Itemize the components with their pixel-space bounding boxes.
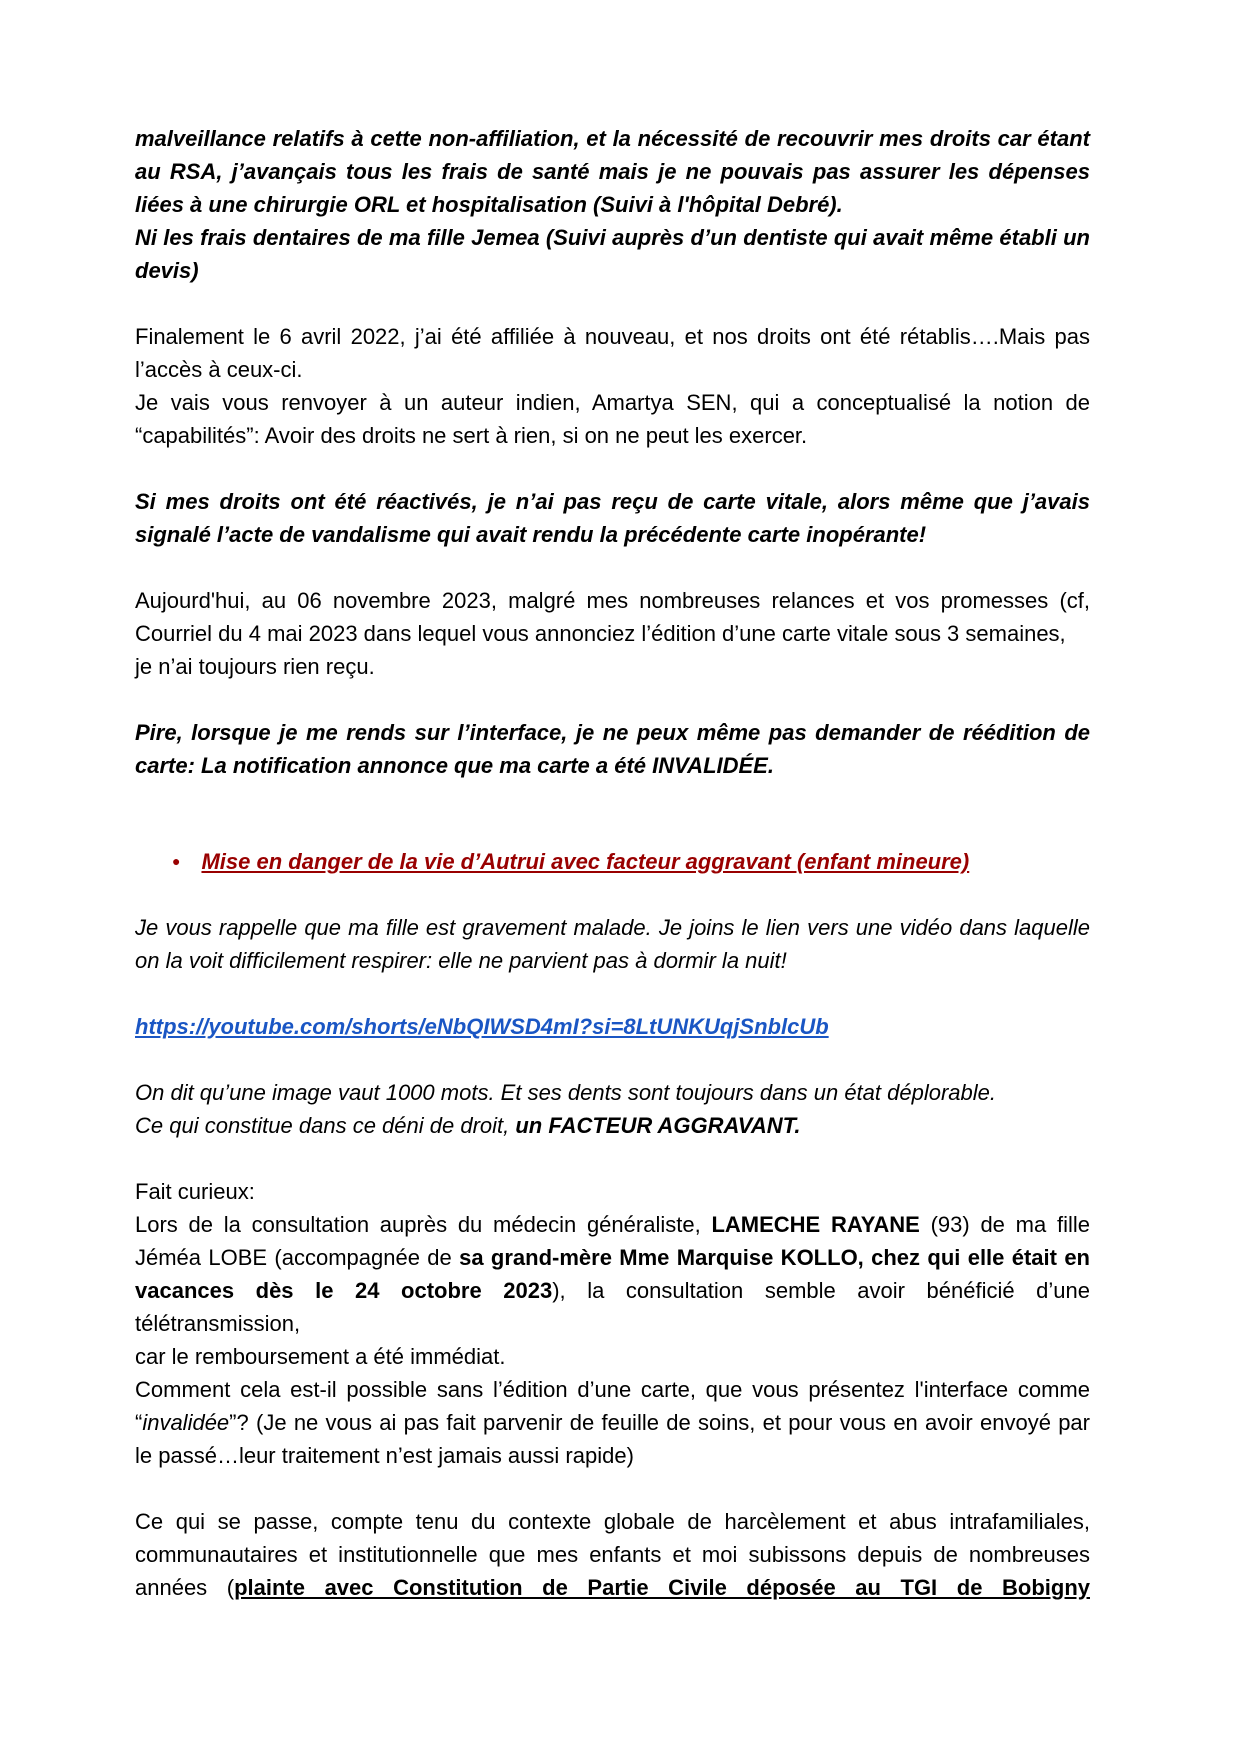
youtube-link[interactable]: https://youtube.com/shorts/eNbQIWSD4mI?si=8LtUNKUqjSnblcUb xyxy=(135,1014,829,1039)
paragraph-fille-malade: Je vous rappelle que ma fille est gravement malade. Je joins le lien vers une vidéo dans laquelle on la voit difficilement respirer: elle ne parvient pas à dormir la nuit! xyxy=(135,915,1090,973)
paragraph-malveillance: malveillance relatifs à cette non-affiliation, et la nécessité de recouvrir mes droits car étant au RSA, j’avançais tous les frais de santé mais je ne pouvais pas assurer les dépenses liées à une chirurgie ORL et hospitalisation (Suivi à l'hôpital Debré). Ni les frais dentaires de ma fille Jemea (Suivi auprès d’un dentiste qui avait même établi un devis) xyxy=(135,126,1090,283)
section-heading-mise-en-danger: Mise en danger de la vie d’Autrui avec facteur aggravant (enfant mineure) xyxy=(201,849,970,874)
paragraph-carte-invalidee: Pire, lorsque je me rends sur l’interface, je ne peux même pas demander de réédition de carte: La notification annonce que ma carte a été INVALIDÉE. xyxy=(135,720,1090,778)
paragraph-image-1000-mots: On dit qu’une image vaut 1000 mots. Et ses dents sont toujours dans un état déplorable. Ce qui constitue dans ce déni de droit, un FACTEUR AGGRAVANT. xyxy=(135,1080,996,1138)
paragraph-droits-reactives: Si mes droits ont été réactivés, je n’ai pas reçu de carte vitale, alors même que j’avais signalé l’acte de vandalisme qui avait rendu la précédente carte inopérante! xyxy=(135,489,1090,547)
paragraph-relances: Aujourd'hui, au 06 novembre 2023, malgré mes nombreuses relances et vos promesses (cf, Courriel du 4 mai 2023 dans lequel vous annonciez l’édition d’une carte vitale sous 3 semaines, je n’ai toujours rien reçu. xyxy=(135,588,1090,679)
bullet-icon: ● xyxy=(172,853,181,869)
paragraph-video-link xyxy=(135,1010,1090,1043)
paragraph-fait-curieux: Fait curieux: Lors de la consultation auprès du médecin généraliste, LAMECHE RAYANE (93) de ma fille Jéméa LOBE (accompagnée de sa grand-mère Mme Marquise KOLLO, chez qui elle était en vacances dès le 24 octobre 2023), la consultation semble avoir bénéficié d’une télétransmission, car le remboursement a été immédiat. Comment cela est-il possible sans l’édition d’une carte, que vous présentez l'interface comme “invalidée”? (Je ne vous ai pas fait parvenir de feuille de soins, et pour vous en avoir envoyé par le passé…leur traitement n’est jamais aussi rapide) xyxy=(135,1179,1090,1468)
paragraph-affiliation-retablie: Finalement le 6 avril 2022, j’ai été affiliée à nouveau, et nos droits ont été rétablis….Mais pas l’accès à ceux-ci. Je vais vous renvoyer à un auteur indien, Amartya SEN, qui a conceptualisé la notion de “capabilités”: Avoir des droits ne sert à rien, si on ne peut les exercer. xyxy=(135,324,1090,448)
paragraph-contexte-plainte: Ce qui se passe, compte tenu du contexte globale de harcèlement et abus intrafamiliales, communautaires et institutionnelle que mes enfants et moi subissons depuis de nombreuses années (plainte avec Constitution de Partie Civile déposée au TGI de Bobigny xyxy=(135,1509,1090,1600)
list-item-mise-en-danger xyxy=(135,845,1090,878)
